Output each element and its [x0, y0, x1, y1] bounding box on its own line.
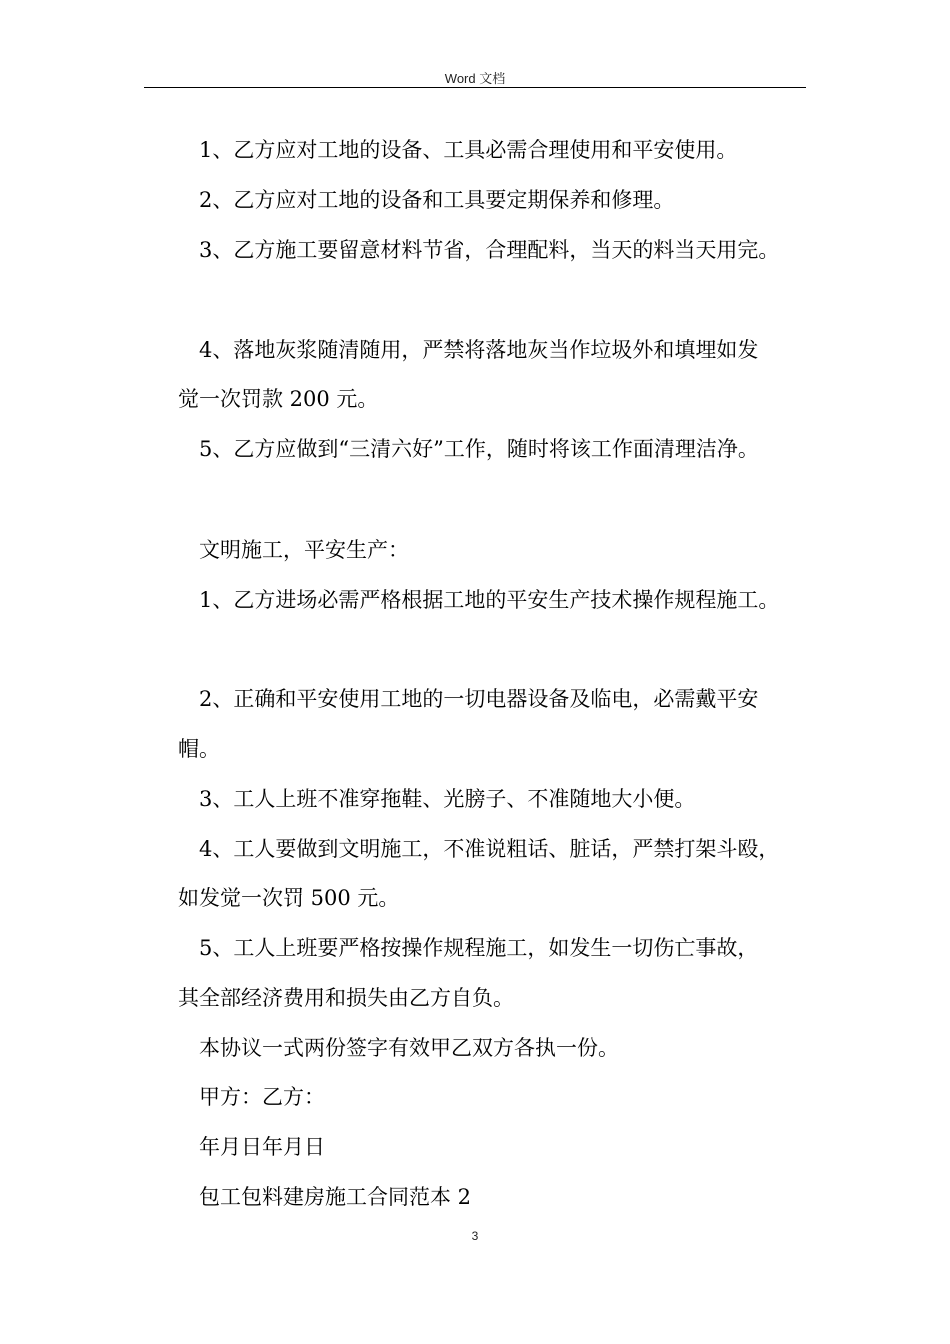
paragraph-line: 本协议一式两份签字有效甲乙双方各执一份。	[199, 1036, 619, 1060]
paragraph-line: 3、乙方施工要留意材料节省，合理配料，当天的料当天用完。	[199, 238, 780, 262]
paragraph-line: 4、工人要做到文明施工，不准说粗话、脏话，严禁打架斗殴，	[199, 837, 780, 861]
paragraph-line: 5、工人上班要严格按操作规程施工，如发生一切伤亡事故，	[199, 936, 759, 960]
paragraph-line: 3、工人上班不准穿拖鞋、光膀子、不准随地大小便。	[199, 787, 696, 811]
signature-line: 甲方：乙方：	[199, 1085, 325, 1109]
paragraph-line: 帽。	[178, 737, 220, 761]
paragraph-line: 觉一次罚款 200 元。	[178, 387, 379, 411]
paragraph-line: 2、乙方应对工地的设备和工具要定期保养和修理。	[199, 188, 675, 212]
paragraph-line: 4、落地灰浆随清随用，严禁将落地灰当作垃圾外和填埋如发	[199, 338, 759, 362]
section-heading: 文明施工，平安生产：	[199, 538, 409, 562]
page-number: 3	[471, 1229, 479, 1243]
paragraph-line: 1、乙方应对工地的设备、工具必需合理使用和平安使用。	[199, 138, 738, 162]
paragraph-line: 5、乙方应做到“三清六好”工作，随时将该工作面清理洁净。	[199, 437, 759, 461]
paragraph-line: 2、正确和平安使用工地的一切电器设备及临电，必需戴平安	[199, 687, 759, 711]
page-header: Word 文档	[444, 71, 506, 86]
document-title: 包工包料建房施工合同范本 2	[199, 1185, 472, 1209]
paragraph-line: 1、乙方进场必需严格根据工地的平安生产技术操作规程施工。	[199, 588, 780, 612]
paragraph-line: 其全部经济费用和损失由乙方自负。	[178, 986, 514, 1010]
header-divider	[144, 87, 806, 88]
date-line: 年月日年月日	[199, 1135, 325, 1159]
paragraph-line: 如发觉一次罚 500 元。	[178, 886, 400, 910]
